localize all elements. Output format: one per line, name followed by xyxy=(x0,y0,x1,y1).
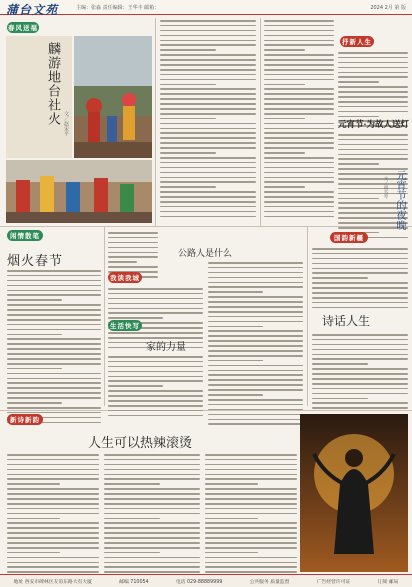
article-body-a4 xyxy=(7,270,101,423)
article-body-a6 xyxy=(108,356,203,416)
dancer-photo xyxy=(300,414,408,572)
section-tab-shuxin: 抒新人生 xyxy=(342,38,372,46)
article-body-a2-intro xyxy=(338,52,408,127)
footer-phone: 电话 029-88889999 xyxy=(175,579,223,585)
headline-a7: 诗话人生 xyxy=(322,314,371,328)
section-tab-xianqing: 闲情散笔 xyxy=(7,230,43,241)
footer xyxy=(0,574,412,587)
footer-address: 地址 西安市碑林区友谊东路大有大厦 xyxy=(13,579,92,585)
footer-subscription: 订阅 邮局 xyxy=(377,579,399,585)
article-body-a1-cont xyxy=(264,20,334,217)
byline-a1: 文／赵宋平 xyxy=(63,111,69,136)
issue-date: 2024 2月 第 版 xyxy=(370,5,406,11)
headline-a5: 公路人是什么 xyxy=(178,249,233,259)
article-body-a5-cont xyxy=(208,262,303,425)
column-rule xyxy=(104,226,105,406)
article-body-a8 xyxy=(7,454,99,583)
article-body-a4-cont xyxy=(108,232,158,278)
section-tab-shenghuo: 生活快写 xyxy=(110,322,140,330)
masthead-meta: 主编：张淼 责任编辑：王华丰 邮箱： xyxy=(76,5,160,11)
column-rule xyxy=(155,18,156,226)
article-body-a7-intro xyxy=(312,248,408,308)
article-body-a7 xyxy=(312,334,408,409)
footer-postcode: 邮编 710054 xyxy=(119,579,149,585)
headline-a8: 人生可以热辣滚烫 xyxy=(88,436,193,451)
headline-a6: 家的力量 xyxy=(146,342,186,353)
footer-service: 公共服务 质量监督 xyxy=(249,579,290,585)
article-body-a1 xyxy=(160,20,256,217)
section-tab-xinshi: 新诗新韵 xyxy=(7,414,43,425)
headline-block xyxy=(6,36,72,158)
section-tab-guoyun: 国韵新疆 xyxy=(330,232,368,243)
headline-a1: 麟游地台社火 xyxy=(45,42,60,126)
column-rule xyxy=(307,226,308,406)
section-tab-chunfeng: 春风送福 xyxy=(8,24,38,32)
section-tab-wodu: 我读我城 xyxy=(110,274,140,282)
article-body-a8-cont2 xyxy=(205,454,297,583)
headline-a3: 元宵节的夜晚 xyxy=(394,170,405,230)
footer-license: 广告经营许可证 xyxy=(316,579,351,585)
shehuo-photo-2 xyxy=(6,160,152,223)
shehuo-photo xyxy=(74,36,152,158)
byline-a3: 文／胡雪琴 xyxy=(383,176,388,199)
column-rule xyxy=(260,18,261,226)
masthead xyxy=(0,0,412,15)
article-body-a8-cont xyxy=(104,454,200,583)
headline-a4: 烟火春节 xyxy=(7,254,64,269)
headline-a2: 元宵节·为故人送灯 xyxy=(338,120,409,130)
newspaper-logo: 蒲台文苑 xyxy=(6,3,59,17)
